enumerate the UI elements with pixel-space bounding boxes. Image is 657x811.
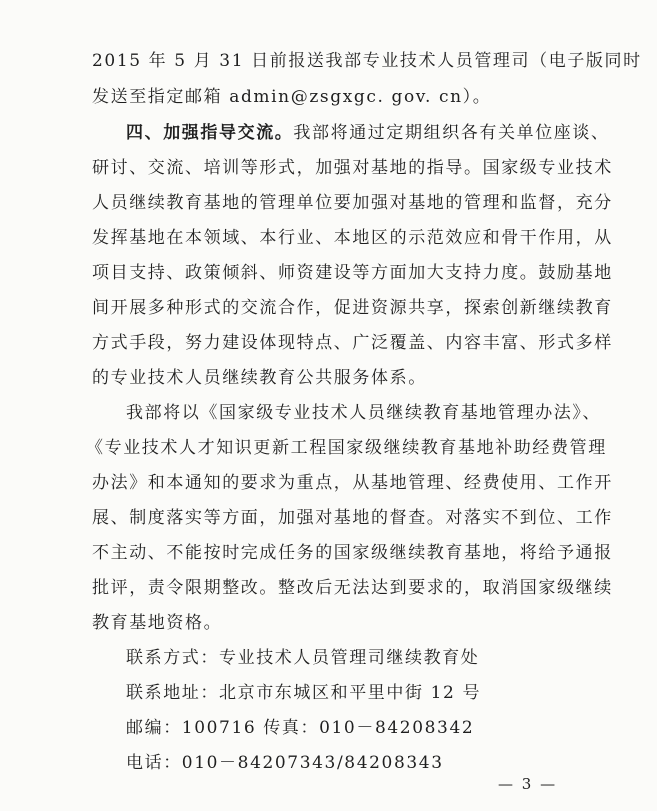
paragraph-2-line-2: 研讨、交流、培训等形式，加强对基地的指导。国家级专业技术 — [92, 158, 613, 178]
paragraph-2-line-7: 方式手段，努力建设体现特点、广泛覆盖、内容丰富、形式多样 — [92, 333, 613, 353]
contact-phone: 电话：010－84207343/84208343 — [126, 753, 444, 773]
paragraph-3-line-2: 《专业技术人才知识更新工程国家级继续教育基地补助经费管理 — [86, 438, 607, 458]
paragraph-3-line-6: 批评，责令限期整改。整改后无法达到要求的，取消国家级继续 — [92, 578, 613, 598]
paragraph-2-line-5: 项目支持、政策倾斜、师资建设等方面加大支持力度。鼓励基地 — [92, 263, 613, 283]
paragraph-2-line-4: 发挥基地在本领域、本行业、本地区的示范效应和骨干作用，从 — [92, 228, 613, 248]
page-number: — 3 — — [498, 775, 558, 793]
contact-method: 联系方式：专业技术人员管理司继续教育处 — [126, 648, 480, 668]
section-heading: 四、加强指导交流。 — [126, 123, 294, 143]
paragraph-3-line-4: 展、制度落实等方面，加强对基地的督查。对落实不到位、工作 — [92, 508, 613, 528]
contact-postcode-fax: 邮编：100716 传真：010－84208342 — [126, 718, 475, 738]
paragraph-3-line-3: 办法》和本通知的要求为重点，从基地管理、经费使用、工作开 — [92, 473, 613, 493]
paragraph-2-line-3: 人员继续教育基地的管理单位要加强对基地的管理和监督，充分 — [92, 193, 613, 213]
paragraph-2-line-1 — [126, 122, 610, 144]
paragraph-2-line-6: 间开展多种形式的交流合作，促进资源共享，探索创新继续教育 — [92, 298, 613, 318]
paragraph-2-line-8: 的专业技术人员继续教育公共服务体系。 — [92, 368, 427, 388]
contact-address: 联系地址：北京市东城区和平里中街 12 号 — [126, 683, 482, 703]
paragraph-1-line-2: 发送至指定邮箱 admin@zsgxgc. gov. cn）。 — [92, 87, 492, 107]
paragraph-1-line-1: 2015 年 5 月 31 日前报送我部专业技术人员管理司（电子版同时 — [92, 51, 642, 71]
paragraph-3-line-1: 我部将以《国家级专业技术人员继续教育基地管理办法》、 — [126, 403, 602, 423]
paragraph-3-line-7: 教育基地资格。 — [92, 613, 223, 633]
paragraph-3-line-5: 不主动、不能按时完成任务的国家级继续教育基地，将给予通报 — [92, 543, 613, 563]
paragraph-2-line-1-text: 我部将通过定期组织各有关单位座谈、 — [293, 123, 610, 143]
